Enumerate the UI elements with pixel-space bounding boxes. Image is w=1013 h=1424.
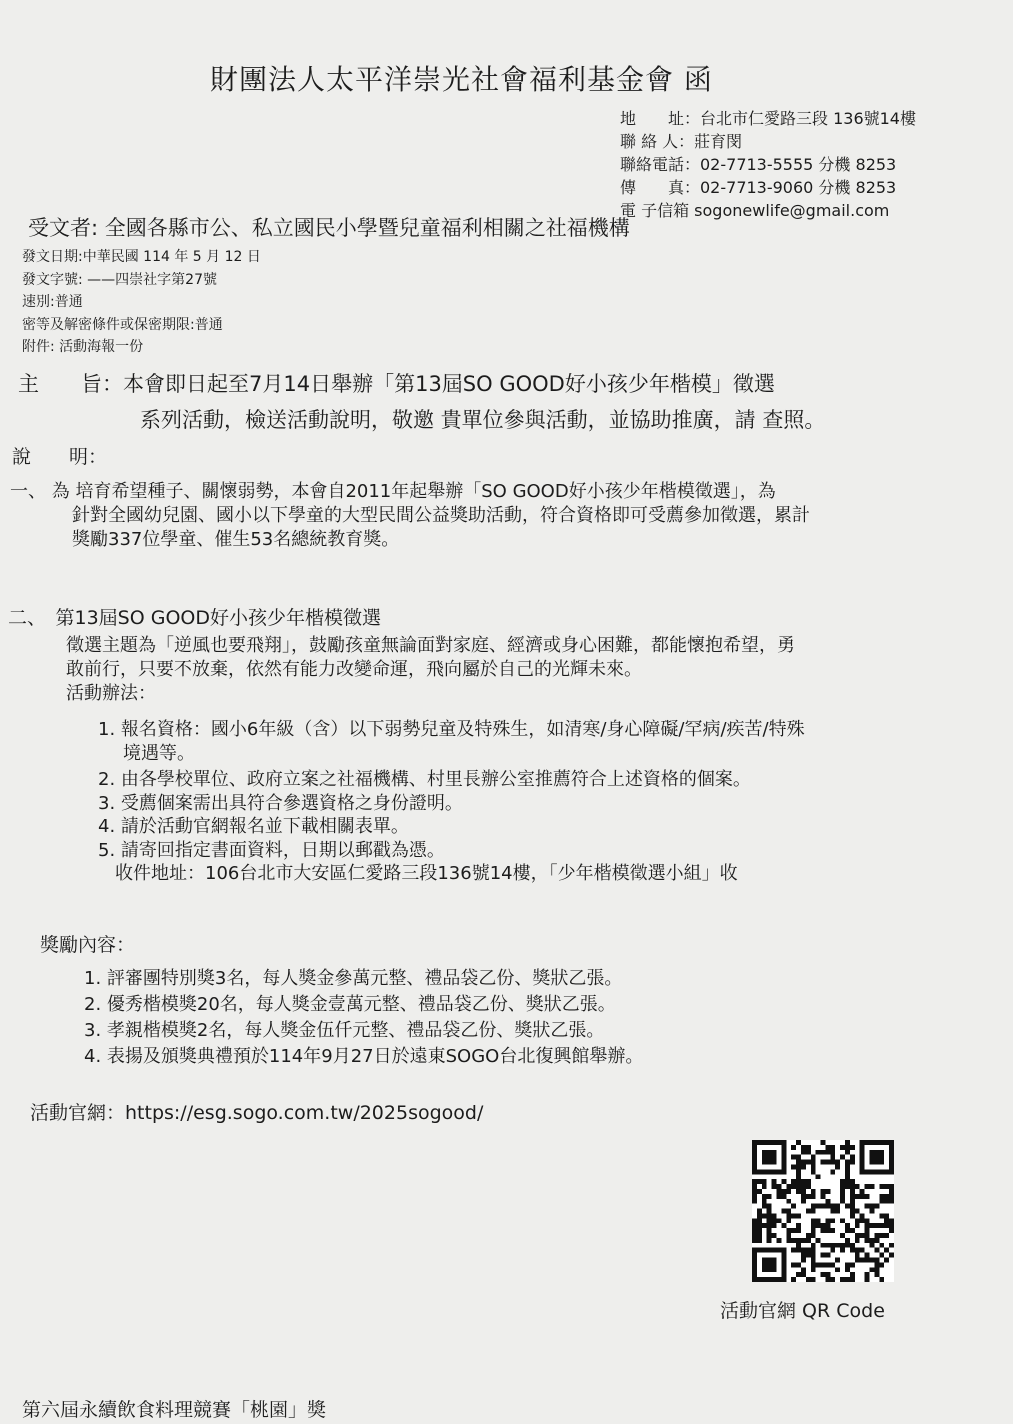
theme-line-1: 徵選主題為「逆風也要飛翔」，鼓勵孩童無論面對家庭、經濟或身心困難，都能懷抱希望，勇 <box>66 635 795 656</box>
document-number: 發文字號: ——四崇社字第27號 <box>22 271 217 288</box>
delivery-speed: 速別:普通 <box>22 294 83 310</box>
qr-code-label: 活動官網 QR Code <box>720 1300 885 1322</box>
mailing-address: 收件地址：106台北市大安區仁愛路三段136號14樓，「少年楷模徵選小組」收 <box>115 863 738 884</box>
section-1-line-1: 一、 為 培育希望種子、關懷弱勢，本會自2011年起舉辦「SO GOOD好小孩少年楷模徵選」，為 <box>10 481 776 502</box>
subject-block <box>18 366 825 438</box>
document-title: 財團法人太平洋崇光社會福利基金會 函 <box>210 63 713 96</box>
list-item: 3. 受薦個案需出具符合參選資格之身份證明。 <box>98 792 463 814</box>
list-item: 2. 由各學校單位、政府立案之社福機構、村里長辦公室推薦符合上述資格的個案。 <box>98 769 751 790</box>
subject-line-2: 系列活動，檢送活動說明，敬邀 貴單位參與活動，並協助推廣，請 查照。 <box>140 408 826 432</box>
next-page-fragment: 第六屆永續飲食料理競賽「桃園」獎 <box>22 1399 327 1421</box>
attachment-note: 附件: 活動海報一份 <box>22 339 144 355</box>
qr-code <box>752 1140 894 1282</box>
method-label: 活動辦法： <box>66 683 156 704</box>
secrecy-level: 密等及解密條件或保密期限:普通 <box>22 316 223 333</box>
org-email: 電 子信箱 sogonewlife@gmail.com <box>620 201 890 220</box>
org-contact-person: 聯 絡 人：莊育閔 <box>620 132 743 151</box>
list-item: 1. 評審團特別獎3名，每人獎金參萬元整、禮品袋乙份、獎狀乙張。 <box>84 968 623 989</box>
list-item: 3. 孝親楷模獎2名，每人獎金伍仟元整、禮品袋乙份、獎狀乙張。 <box>84 1020 605 1041</box>
list-item: 4. 表揚及頒獎典禮預於114年9月27日於遠東SOGO台北復興館舉辦。 <box>84 1046 644 1067</box>
theme-line-2: 敢前行，只要不放棄，依然有能力改變命運，飛向屬於自己的光輝未來。 <box>66 659 642 680</box>
section-2-heading: 二、 第13屆SO GOOD好小孩少年楷模徵選 <box>8 607 381 629</box>
awards-label: 獎勵內容： <box>40 934 136 956</box>
org-contact-block <box>620 107 916 222</box>
recipient-line: 受文者: 全國各縣市公、私立國民小學暨兒童福利相關之社福機構 <box>28 216 630 240</box>
section-1-line-2: 針對全國幼兒園、國小以下學童的大型民間公益獎助活動，符合資格即可受薦參加徵選，累計 <box>72 505 810 526</box>
list-item: 5. 請寄回指定書面資料，日期以郵戳為憑。 <box>98 839 445 861</box>
org-fax: 傳 真：02-7713-9060 分機 8253 <box>620 178 897 197</box>
list-item: 1. 報名資格：國小6年級（含）以下弱勢兒童及特殊生，如清寒/身心障礙/罕病/疾苦/特殊 <box>98 719 805 740</box>
list-item: 境遇等。 <box>123 742 195 764</box>
section-1 <box>10 480 810 552</box>
section-2-theme <box>66 634 795 706</box>
org-phone: 聯絡電話：02-7713-5555 分機 8253 <box>620 155 897 174</box>
section-1-line-3: 獎勵337位學童、催生53名總統教育獎。 <box>72 529 400 550</box>
official-website: 活動官網：https://esg.sogo.com.tw/2025sogood/ <box>30 1102 484 1124</box>
list-item: 2. 優秀楷模獎20名，每人獎金壹萬元整、禮品袋乙份、獎狀乙張。 <box>84 994 616 1015</box>
document-meta <box>22 246 261 359</box>
method-list <box>98 718 805 886</box>
subject-line-1: 主 旨：本會即日起至7月14日舉辦「第13屆SO GOOD好小孩少年楷模」徵選 <box>18 372 775 396</box>
awards-list <box>84 966 643 1070</box>
explanation-label: 說 明： <box>12 446 108 468</box>
org-address: 地 址：台北市仁愛路三段 136號14樓 <box>620 109 916 128</box>
list-item: 4. 請於活動官網報名並下載相關表單。 <box>98 816 409 837</box>
issue-date: 發文日期:中華民國 114 年 5 月 12 日 <box>22 249 261 265</box>
